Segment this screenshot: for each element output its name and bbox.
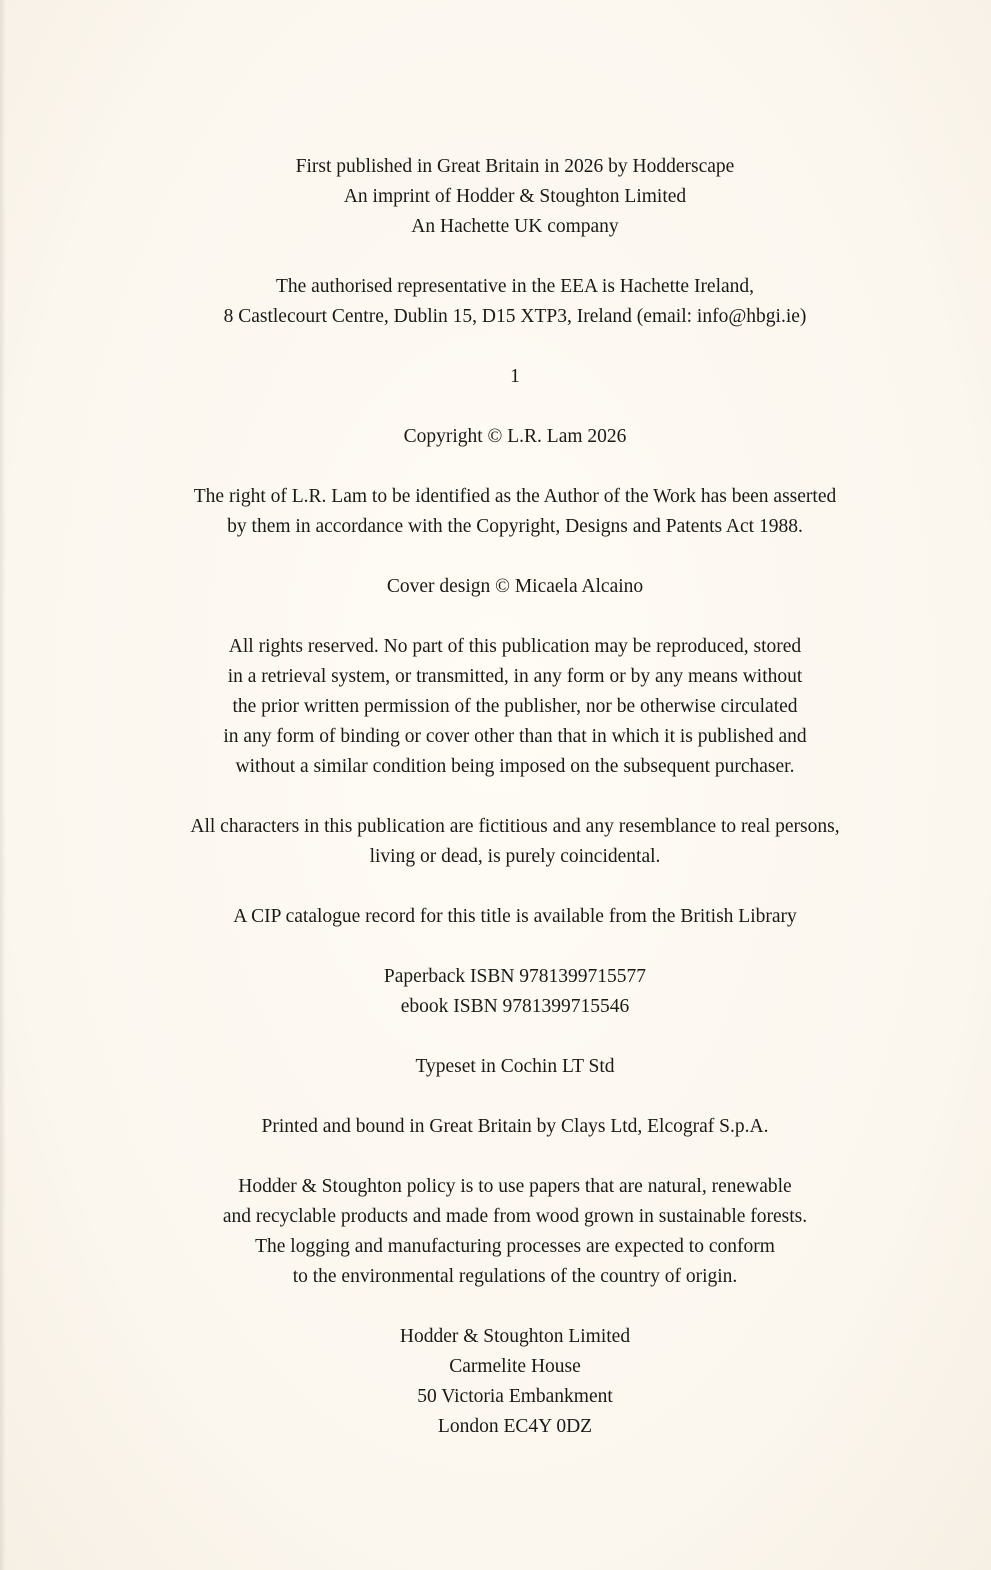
rights-line: in a retrieval system, or transmitted, in any form or by any means without: [227, 666, 803, 687]
disclaimer-line: living or dead, is purely coincidental.: [369, 846, 661, 867]
moral-right-block: [95, 482, 935, 542]
rights-line: in any form of binding or cover other than that in which it is published and: [223, 726, 807, 747]
moral-right-line: by them in accordance with the Copyright, Designs and Patents Act 1988.: [227, 516, 803, 537]
imprint-line: An imprint of Hodder & Stoughton Limited: [343, 186, 687, 207]
paperback-isbn: Paperback ISBN 9781399715577: [383, 966, 647, 987]
eea-address-line: 8 Castlecourt Centre, Dublin 15, D15 XTP3, Ireland (email: info@hbgi.ie): [223, 306, 807, 327]
cover-design-line: Cover design © Micaela Alcaino: [386, 576, 644, 597]
printer-line: Printed and bound in Great Britain by Clays Ltd, Elcograf S.p.A.: [261, 1116, 769, 1137]
eea-line: The authorised representative in the EEA is Hachette Ireland,: [275, 276, 755, 297]
printing-number: 1: [510, 366, 520, 387]
rights-line: All rights reserved. No part of this publication may be reproduced, stored: [228, 636, 802, 657]
address-line: 50 Victoria Embankment: [417, 1386, 613, 1407]
typeset-block: [95, 1052, 935, 1082]
isbn-block: [95, 962, 935, 1022]
imprint-text-column: [95, 152, 935, 1472]
publication-line: First published in Great Britain in 2026 by Hodderscape: [295, 156, 735, 177]
policy-line: The logging and manufacturing processes are expected to conform: [255, 1236, 775, 1257]
rights-line: without a similar condition being imposed on the subsequent purchaser.: [235, 756, 795, 777]
address-line: Hodder & Stoughton Limited: [399, 1326, 631, 1347]
address-line: Carmelite House: [449, 1356, 581, 1377]
policy-line: Hodder & Stoughton policy is to use papers that are natural, renewable: [238, 1176, 792, 1197]
rights-reserved-block: [95, 632, 935, 782]
policy-line: and recyclable products and made from wood grown in sustainable forests.: [222, 1206, 808, 1227]
ebook-isbn: ebook ISBN 9781399715546: [400, 996, 630, 1017]
eea-representative-block: [95, 272, 935, 332]
address-line: London EC4Y 0DZ: [437, 1416, 593, 1437]
fiction-disclaimer-block: [95, 812, 935, 872]
page-spine-shadow: [0, 0, 6, 1570]
typeset-line: Typeset in Cochin LT Std: [415, 1056, 615, 1077]
copyright-block: [95, 422, 935, 452]
cover-design-block: [95, 572, 935, 602]
cip-block: [95, 902, 935, 932]
paper-policy-block: [95, 1172, 935, 1292]
moral-right-line: The right of L.R. Lam to be identified as the Author of the Work has been asserted: [193, 486, 837, 507]
policy-line: to the environmental regulations of the country of origin.: [292, 1266, 738, 1287]
company-line: An Hachette UK company: [411, 216, 619, 237]
disclaimer-line: All characters in this publication are fictitious and any resemblance to real persons,: [190, 816, 840, 837]
cip-line: A CIP catalogue record for this title is available from the British Library: [233, 906, 797, 927]
publisher-address-block: [95, 1322, 935, 1442]
printer-block: [95, 1112, 935, 1142]
rights-line: the prior written permission of the publisher, nor be otherwise circulated: [232, 696, 798, 717]
printing-number-block: [95, 362, 935, 392]
publication-block: [95, 152, 935, 242]
copyright-line: Copyright © L.R. Lam 2026: [403, 426, 627, 447]
